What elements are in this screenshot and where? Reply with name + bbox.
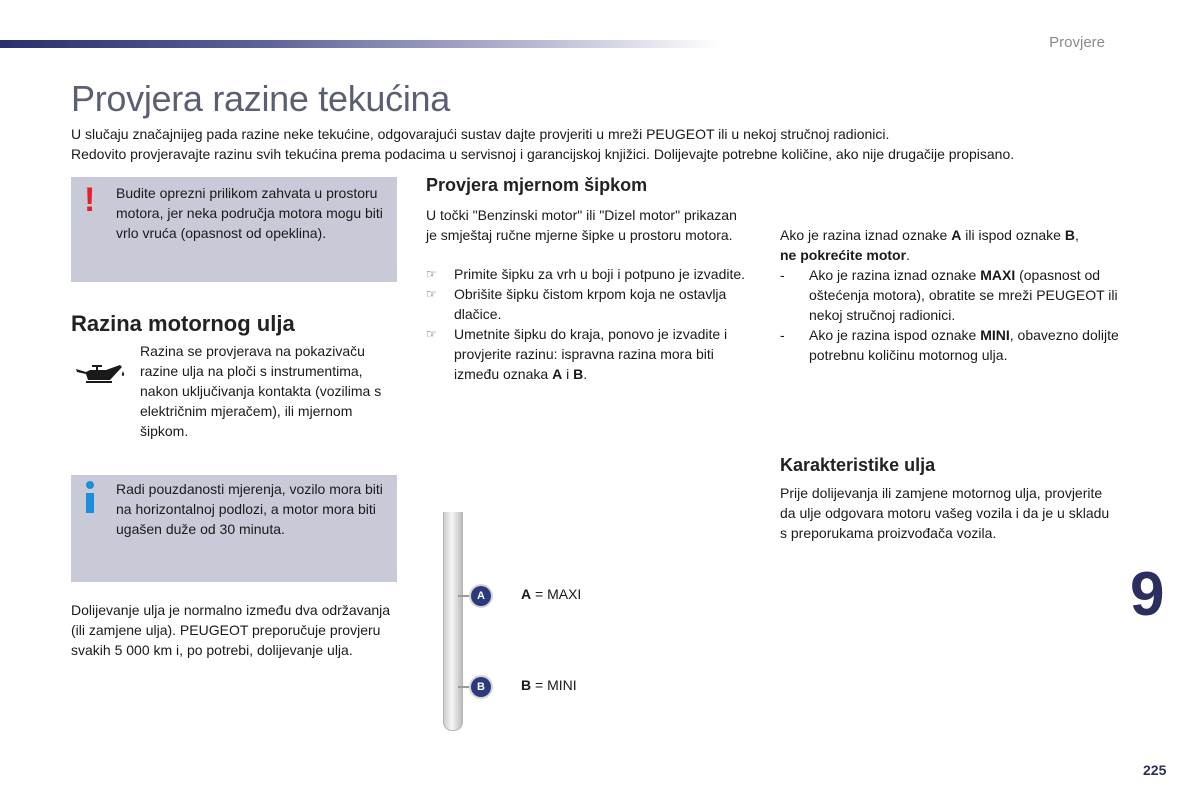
list-item: - Ako je razina iznad oznake MAXI (opasnost od oštećenja motora), obratite se mreži PEUGEOT ili nekoj stručnoj radionici.: [780, 267, 1118, 323]
dipstick-steps: [426, 264, 756, 384]
page-number: 225: [1143, 762, 1167, 778]
exclamation-icon: !: [84, 181, 96, 219]
section-label: Provjere: [1049, 34, 1105, 51]
oil-spec-heading: Karakteristike ulja: [780, 455, 936, 475]
mark-a-badge: A: [471, 586, 491, 606]
intro-line-2: Redovito provjeravajte razinu svih tekućina prema podacima u servisnoj i garancijskoj knjižici. Dolijevajte potrebne količine, ako nije drugačije propisano.: [71, 146, 1015, 162]
hand-pointer-icon: ☞: [426, 287, 437, 301]
dipstick-illustration: [443, 512, 463, 731]
page-title: Provjera razine tekućina: [71, 78, 450, 119]
topup-text: Dolijevanje ulja je normalno između dva održavanja (ili zamjene ulja). PEUGEOT preporučuje provjeru svakih 5 000 km i, po potrebi, dolijevanje ulja.: [71, 602, 391, 658]
mark-b-label: B = MINI: [521, 677, 577, 693]
step-text: Obrišite šipku čistom krpom koja ne ostavlja dlačice.: [454, 286, 727, 322]
hand-pointer-icon: ☞: [426, 267, 437, 281]
hand-pointer-icon: ☞: [426, 327, 437, 341]
list-item: [426, 324, 756, 384]
intro-line-1: U slučaju značajnijeg pada razine neke tekućine, odgovarajući sustav dajte provjeriti u mreži PEUGEOT ili u nekoj stručnoj radionici.: [71, 126, 890, 142]
chapter-number: 9: [1130, 560, 1165, 629]
info-box: [71, 475, 397, 582]
info-text: Radi pouzdanosti mjerenja, vozilo mora biti na horizontalnoj podlozi, a motor mora biti ugašen duže od 30 minuta.: [116, 481, 383, 537]
step-text: Umetnite šipku do kraja, ponovo je izvadite i provjerite razinu: ispravna razina mora biti između oznaka A i B.: [454, 326, 728, 382]
engine-oil-text: Razina se provjerava na pokazivaču razine ulja na ploči s instrumentima, nakon uključivanja kontakta (vozilima s električnim mjeračem), ili mjernom šipkom.: [140, 343, 382, 439]
oil-can-icon: [74, 360, 128, 390]
list-item: [426, 264, 756, 284]
warning-text: Budite oprezni prilikom zahvata u prostoru motora, jer neka područja motora mogu biti vrlo vruća (opasnost od opeklina).: [116, 185, 383, 241]
info-icon: [84, 481, 96, 511]
level-warning-text: Ako je razina iznad oznake A ili ispod oznake B, ne pokrećite motor.: [780, 227, 1079, 263]
intro-text: [71, 124, 1141, 164]
mark-a-label: A = MAXI: [521, 586, 582, 602]
engine-oil-heading: Razina motornog ulja: [71, 311, 295, 336]
dipstick-heading: Provjera mjernom šipkom: [426, 175, 648, 195]
step-text: Primite šipku za vrh u boji i potpuno je izvadite.: [454, 266, 746, 282]
list-item: [426, 284, 756, 324]
level-notes-list: [780, 265, 1120, 365]
list-item: - Ako je razina ispod oznake MINI, obavezno dolijte potrebnu količinu motornog ulja.: [780, 327, 1119, 363]
header-gradient-bar: [0, 40, 720, 48]
dipstick-intro: U točki "Benzinski motor" ili "Dizel motor" prikazan je smještaj ručne mjerne šipke u prostoru motora.: [426, 207, 737, 243]
mark-b-badge: B: [471, 677, 491, 697]
oil-spec-text: Prije dolijevanja ili zamjene motornog ulja, provjerite da ulje odgovara motoru vašeg vozila i da je u skladu s preporukama proizvođača vozila.: [780, 485, 1110, 541]
warning-box: [71, 177, 397, 282]
